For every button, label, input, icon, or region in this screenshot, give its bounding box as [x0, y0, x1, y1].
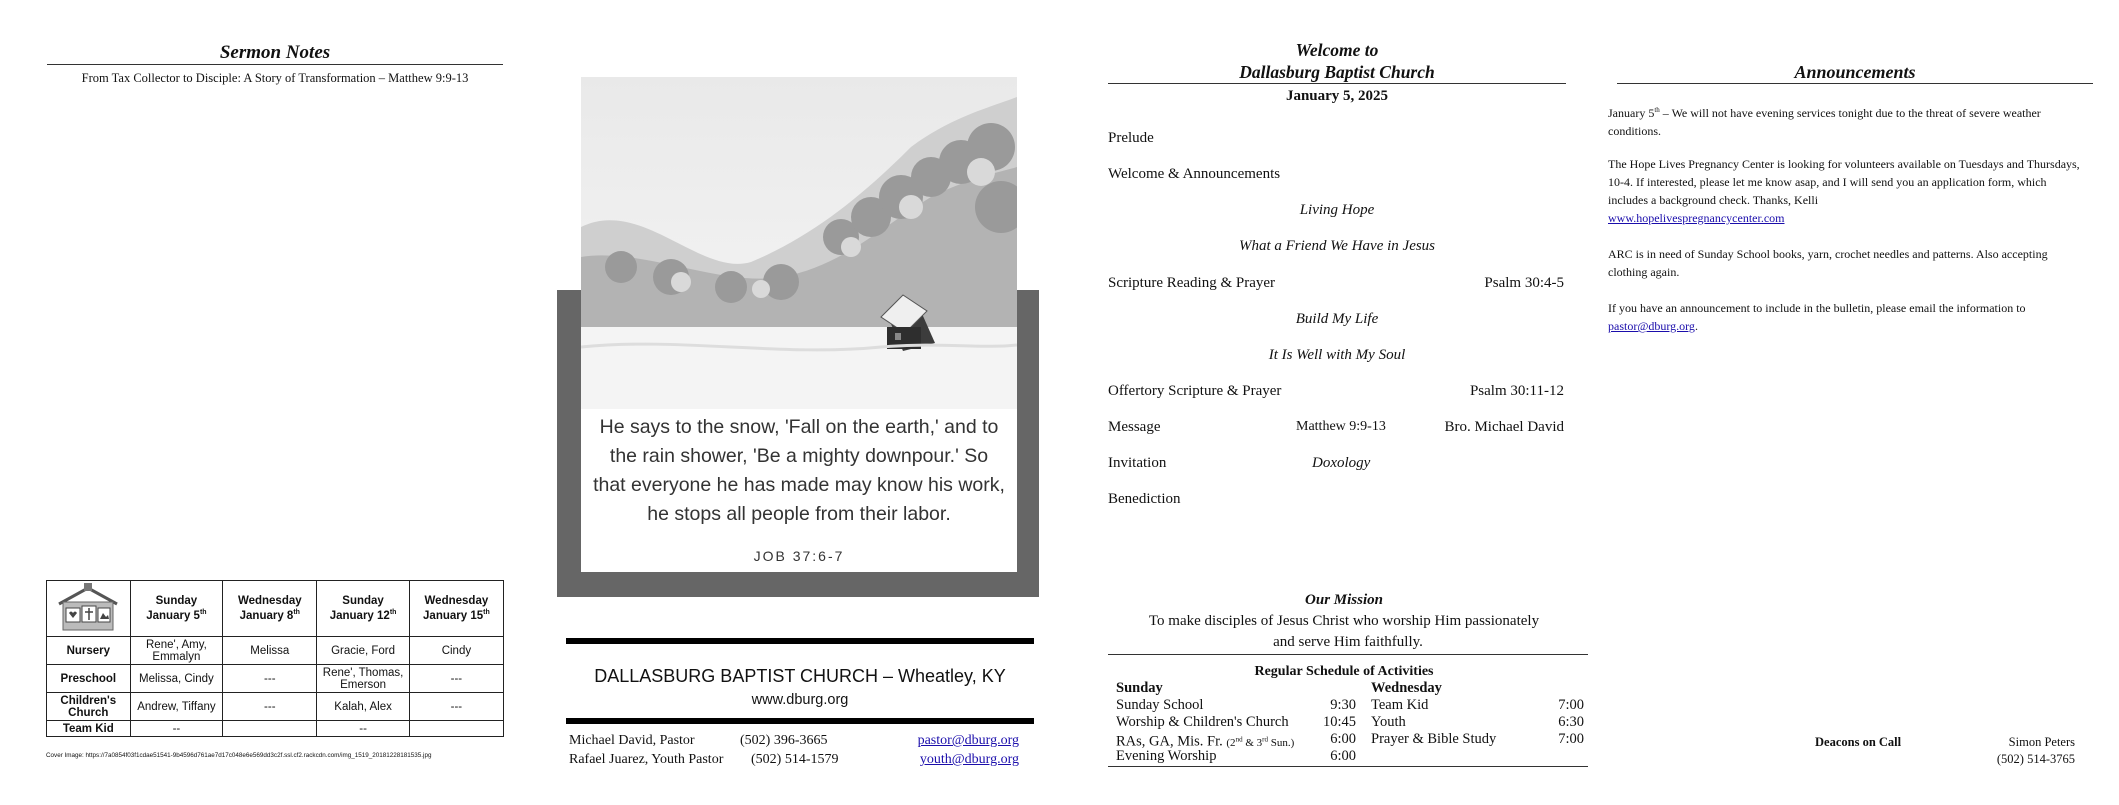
top-divider [566, 638, 1034, 644]
offertory-ref: Psalm 30:11-12 [1469, 383, 1564, 399]
contact-phone: (502) 514-1579 [751, 752, 839, 767]
mission-line-1: To make disciples of Jesus Christ who worship Him passionately [1148, 613, 1540, 629]
contact-email[interactable]: youth@dburg.org [919, 752, 1019, 767]
table-cell: Cindy [409, 637, 503, 665]
announcement-3: ARC is in need of Sunday School books, yarn, crochet needles and patterns. Also accepting clothing again. [1608, 247, 2048, 279]
song-3: Build My Life [1295, 311, 1379, 327]
message-ref: Matthew 9:9-13 [1296, 419, 1386, 434]
cover-image-credit: Cover Image: https://7a0854f03f1cdae51541-9b4596d761ae7d17c048e6e569dd3c2f.ssl.cf2.rackcdn.com/img_1519_20181228181535.jpg [46, 752, 432, 759]
table-cell: --- [223, 665, 317, 693]
schedule-item: Youth [1371, 714, 1406, 730]
table-row [47, 637, 504, 665]
contact-name: Rafael Juarez, Youth Pastor [569, 752, 724, 767]
table-cell [223, 721, 317, 737]
cover-card [581, 77, 1017, 572]
deacons-label: Deacons on Call [1815, 735, 1902, 749]
table-cell: -- [130, 721, 223, 737]
schedule-time: 6:00 [1330, 731, 1356, 747]
schedule-time: 6:30 [1558, 714, 1584, 730]
schedule-item: Prayer & Bible Study [1371, 731, 1497, 747]
schedule-item: Evening Worship [1116, 748, 1217, 764]
church-website: www.dburg.org [751, 692, 849, 708]
offertory: Offertory Scripture & Prayer [1108, 383, 1282, 399]
schedule-bottom-rule [1108, 766, 1588, 767]
scripture-ref: Psalm 30:4-5 [1484, 275, 1564, 291]
church-logo [47, 581, 131, 637]
table-cell: Melissa [223, 637, 317, 665]
schedule-item: Worship & Children's Church [1116, 714, 1289, 730]
announcement-1: January 5th – We will not have evening services tonight due to the threat of severe weather conditions. [1608, 106, 2041, 138]
bottom-divider [566, 718, 1034, 724]
message-speaker: Bro. Michael David [1444, 419, 1564, 435]
wednesday-header: Wednesday [1371, 680, 1442, 696]
schedule-time: 10:45 [1322, 714, 1356, 730]
row-label: Preschool [47, 665, 131, 693]
schedule-time: 9:30 [1330, 697, 1356, 713]
schedule-time: 7:00 [1558, 697, 1584, 713]
table-cell: Melissa, Cindy [130, 665, 223, 693]
sunday-header: Sunday [1116, 680, 1163, 696]
prelude: Prelude [1108, 130, 1154, 146]
table-cell: --- [409, 693, 503, 721]
row-label: Team Kid [47, 721, 131, 737]
schedule-time: 6:00 [1330, 748, 1356, 764]
invitation-song: Doxology [1312, 455, 1371, 471]
scripture-quote: He says to the snow, 'Fall on the earth,' and to the rain shower, 'Be a mighty downpour.' So that everyone he has made may know his work, he stops all people from their labor. [593, 416, 1005, 525]
service-date: January 5, 2025 [1285, 88, 1389, 104]
col-header-1: Sunday January 5th [130, 581, 223, 637]
song-4: It Is Well with My Soul [1268, 347, 1406, 363]
table-row [47, 665, 504, 693]
schedule-item: RAs, GA, Mis. Fr. (2nd & 3rd Sun.) [1116, 733, 1295, 750]
table-cell: --- [223, 693, 317, 721]
table-cell: Gracie, Ford [317, 637, 409, 665]
table-cell: -- [317, 721, 409, 737]
scripture-reference: JOB 37:6-7 [753, 548, 845, 564]
announcement-4: If you have an announcement to include in the bulletin, please email the information to pastor@dburg.org. [1608, 301, 2026, 333]
welcome-announcements: Welcome & Announcements [1108, 166, 1281, 182]
col-header-4: Wednesday January 15th [409, 581, 503, 637]
schedule-item: Team Kid [1371, 697, 1429, 713]
invitation: Invitation [1108, 455, 1167, 471]
row-label: Children's Church [47, 693, 131, 721]
deacon-phone: (502) 514-3765 [1996, 752, 2075, 766]
church-title: Dallasburg Baptist Church [1108, 62, 1566, 84]
sermon-subtitle: From Tax Collector to Disciple: A Story of Transformation – Matthew 9:9-13 [81, 71, 469, 85]
benediction: Benediction [1108, 491, 1181, 507]
contact-email[interactable]: pastor@dburg.org [917, 733, 1019, 748]
schedule-title: Regular Schedule of Activities [1254, 664, 1434, 679]
nursery-schedule-table [46, 580, 504, 737]
welcome-line: Welcome to [1295, 40, 1379, 60]
church-logo-icon [55, 582, 121, 632]
pastor-email-link[interactable]: pastor@dburg.org [1608, 319, 1695, 333]
schedule-time: 7:00 [1558, 731, 1584, 747]
table-row [47, 721, 504, 737]
song-2: What a Friend We Have in Jesus [1238, 238, 1436, 254]
announcements-title: Announcements [1617, 62, 2093, 84]
announcement-2: The Hope Lives Pregnancy Center is looking for volunteers available on Tuesdays and Thursdays, 10-4. If interested, please let me know asap, and I will send you an application form, which includes a background check. Thanks, Kelli www.hopelivespregnancycenter.com [1608, 157, 2080, 225]
song-1: Living Hope [1299, 202, 1375, 218]
message: Message [1108, 419, 1161, 435]
table-cell [409, 721, 503, 737]
table-cell: Rene', Amy, Emmalyn [130, 637, 223, 665]
mission-title: Our Mission [1305, 592, 1383, 608]
deacon-name: Simon Peters [2008, 735, 2075, 749]
pregnancy-center-link[interactable]: www.hopelivespregnancycenter.com [1608, 211, 1785, 225]
table-cell: Kalah, Alex [317, 693, 409, 721]
row-label: Nursery [47, 637, 131, 665]
mission-line-2: and serve Him faithfully. [1108, 634, 1588, 655]
col-header-3: Sunday January 12th [317, 581, 409, 637]
sermon-notes-title: Sermon Notes [47, 42, 503, 65]
table-cell: Rene', Thomas, Emerson [317, 665, 409, 693]
schedule-item: Sunday School [1116, 697, 1204, 713]
church-name-line: DALLASBURG BAPTIST CHURCH – Wheatley, KY [594, 666, 1006, 686]
table-cell: Andrew, Tiffany [130, 693, 223, 721]
contact-phone: (502) 396-3665 [740, 733, 828, 748]
snow-scene-image [581, 77, 1017, 409]
contact-row [569, 752, 1019, 771]
scripture-reading: Scripture Reading & Prayer [1108, 275, 1276, 291]
table-cell: --- [409, 665, 503, 693]
table-row [47, 693, 504, 721]
contact-row [569, 733, 1019, 752]
contact-name: Michael David, Pastor [569, 733, 695, 748]
col-header-2: Wednesday January 8th [223, 581, 317, 637]
